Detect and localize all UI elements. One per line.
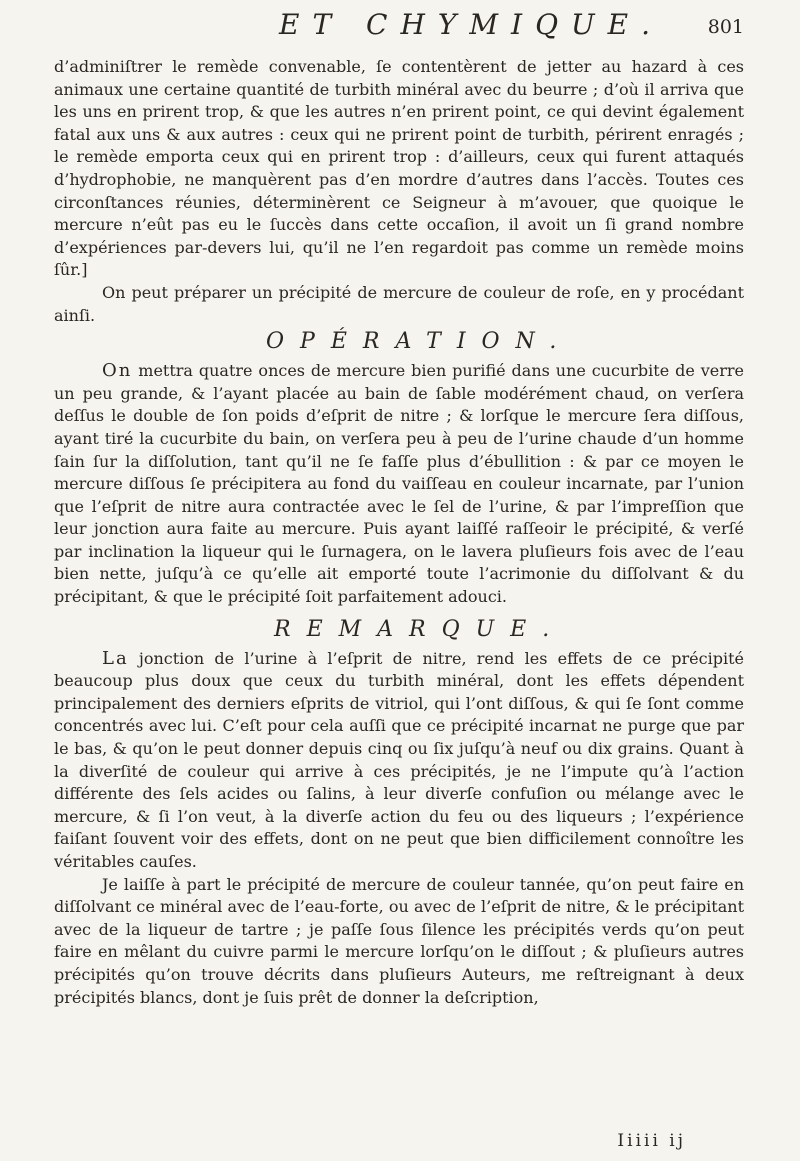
remarque-lead-word: La (102, 647, 129, 669)
remarque-paragraph (54, 648, 744, 874)
operation-paragraph (54, 360, 744, 609)
running-title: ET CHYMIQUE. (279, 8, 663, 41)
preparation-paragraph: On peut préparer un précipité de mercure de couleur de roſe, en y procédant ainſi. (54, 282, 744, 325)
operation-text: mettra quatre onces de mercure bien purifié dans une cucurbite de verre un peu grande, & l’ayant placée au bain de ſable modérément chaud, on verſera deſſus le double de ſon poids d’eſprit de nitre ; & lorſque le mercure ſera diſſous, ayant tiré la cucurbite du bain, on verſera peu à peu de l’urine chaude d’un homme ſain ſur la diſſolution, tant qu’il ne ſe faſſe plus d’ébullition : & par ce moyen le mercure diſſous ſe précipitera au fond du vaiſſeau en couleur incarnate, par l’union que l’eſprit de nitre aura contractée avec le ſel de l’urine, & par l’impreſſion que leur jonction aura faite au mercure. Puis ayant laiſſé raſſeoir le précipité, & verſé par inclination la liqueur qui le ſurnagera, on le lavera pluſieurs fois avec de l’eau bien nette, juſqu’à ce qu’elle ait emporté toute l’acrimonie du diſſolvant & du précipitant, & que le précipité ſoit parfaitement adouci. (54, 361, 744, 607)
continuation-paragraph: d’adminiſtrer le remède convenable, ſe contentèrent de jetter au hazard à ces animaux une certaine quantité de turbith minéral avec du beurre ; d’où il arriva que les uns en prirent trop, & que les autres n’en prirent point, ce qui devint également fatal aux uns & aux autres : ceux qui ne prirent point de turbith, périrent enragés ; le remède emporta ceux qui en prirent trop : d’ailleurs, ceux qui furent attaqués d’hydrophobie, ne manquèrent pas d’en mordre d’autres dans l’accès. Toutes ces circonſtances réunies, déterminèrent ce Seigneur à m’avouer, que quoique le mercure n’eût pas eu le ſuccès dans cette occaſion, il avoit un ſi grand nombre d’expériences par-devers lui, qu’il ne l’en regardoit pas comme un remède moins ſûr.] (54, 57, 744, 280)
signature-mark: Iiiii ij (617, 1131, 686, 1151)
operation-lead-word: On (102, 360, 133, 382)
operation-heading: OPÉRATION. (266, 329, 573, 355)
remarque-heading: REMARQUE. (274, 616, 566, 642)
remarque-text: jonction de l’urine à l’eſprit de nitre, rend les effets de ce précipité beaucoup plus doux que ceux du turbith minéral, dont les effets dépendent principalement des derniers eſprits de vitriol, qui l’ont diſſous, & qui ſe ſont comme concentrés avec lui. C’eſt pour cela auſſi que ce précipité incarnat ne purge que par le bas, & qu’on le peut donner depuis cinq ou ſix juſqu’à neuf ou dix grains. Quant à la diverſité de couleur qui arrive à ces précipités, je ne l’impute qu’à l’action différente des ſels acides ou ſalins, à leur diverſe confuſion ou mélange avec le mercure, & ſi l’on veut, à la diverſe action du feu ou des liqueurs ; l’expérience faiſant ſouvent voir des effets, dont on ne peut que bien difficilement connoître les véritables cauſes. (54, 648, 744, 871)
page-number: 801 (707, 16, 744, 38)
closing-paragraph: Je laiſſe à part le précipité de mercure de couleur tannée, qu’on peut faire en diſſolvant ce minéral avec de l’eau-forte, ou avec de l’eſprit de nitre, & le précipitant avec de la liqueur de tartre ; je paſſe ſous ſilence les précipités verds qu’on peut faire en mêlant du cuivre parmi le mercure lorſqu’on le diſſout ; & pluſieurs autres précipités qu’on trouve décrits dans pluſieurs Auteurs, me reſtreignant à deux précipités blancs, dont je ſuis prêt de donner la deſcription, (54, 874, 744, 1007)
running-head (54, 0, 744, 56)
